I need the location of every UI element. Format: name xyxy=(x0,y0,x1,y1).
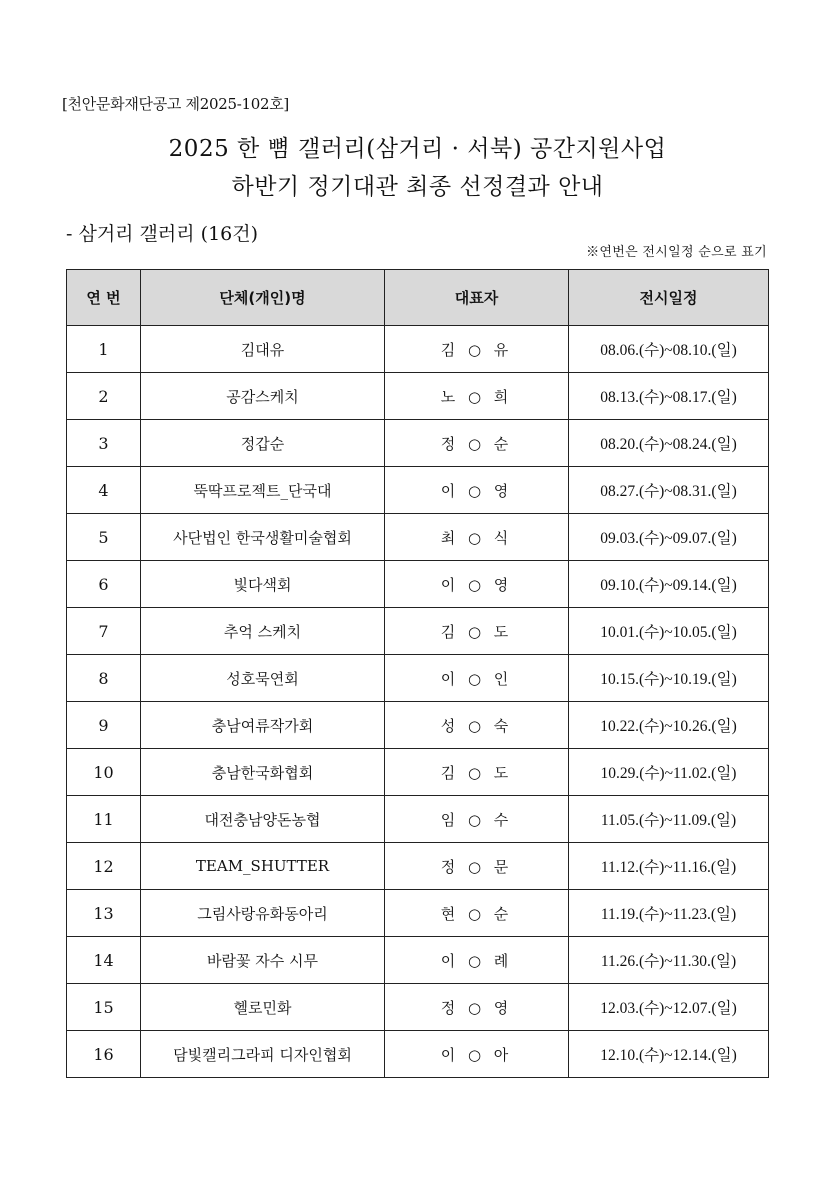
exhibition-schedule-cell: 10.29.(수)~11.02.(일) xyxy=(569,749,769,796)
group-name-cell: 그림사랑유화동아리 xyxy=(141,890,385,937)
group-name-cell: 충남한국화협회 xyxy=(141,749,385,796)
selection-results-table xyxy=(66,269,769,1078)
row-number-cell: 6 xyxy=(67,561,141,608)
representative-cell: 현 ○ 순 xyxy=(385,890,569,937)
table-header-row xyxy=(67,270,769,326)
table-body xyxy=(67,326,769,1078)
group-name-cell: 대전충남양돈농협 xyxy=(141,796,385,843)
row-number-cell: 1 xyxy=(67,326,141,373)
table-row xyxy=(67,514,769,561)
representative-cell: 최 ○ 식 xyxy=(385,514,569,561)
row-number-cell: 16 xyxy=(67,1031,141,1078)
row-number-cell: 10 xyxy=(67,749,141,796)
row-number-cell: 4 xyxy=(67,467,141,514)
notice-number: [천안문화재단공고 제2025-102호] xyxy=(62,95,289,113)
exhibition-schedule-cell: 08.06.(수)~08.10.(일) xyxy=(569,326,769,373)
representative-cell: 정 ○ 순 xyxy=(385,420,569,467)
document-title-line1: 2025 한 뼘 갤러리(삼거리 · 서북) 공간지원사업 xyxy=(168,136,667,162)
exhibition-schedule-cell: 08.20.(수)~08.24.(일) xyxy=(569,420,769,467)
exhibition-schedule-cell: 08.13.(수)~08.17.(일) xyxy=(569,373,769,420)
row-number-cell: 8 xyxy=(67,655,141,702)
table-row xyxy=(67,655,769,702)
header-number: 연 번 xyxy=(67,270,141,326)
group-name-cell: 김대유 xyxy=(141,326,385,373)
table-row xyxy=(67,420,769,467)
row-number-cell: 3 xyxy=(67,420,141,467)
group-name-cell: 공감스케치 xyxy=(141,373,385,420)
table-row xyxy=(67,326,769,373)
exhibition-schedule-cell: 12.03.(수)~12.07.(일) xyxy=(569,984,769,1031)
table-row xyxy=(67,702,769,749)
representative-cell: 이 ○ 영 xyxy=(385,467,569,514)
row-number-cell: 7 xyxy=(67,608,141,655)
group-name-cell: 정갑순 xyxy=(141,420,385,467)
exhibition-schedule-cell: 10.22.(수)~10.26.(일) xyxy=(569,702,769,749)
exhibition-schedule-cell: 11.26.(수)~11.30.(일) xyxy=(569,937,769,984)
representative-cell: 이 ○ 인 xyxy=(385,655,569,702)
ordering-note: ※연번은 전시일정 순으로 표기 xyxy=(586,245,767,260)
group-name-cell: 담빛캘리그라피 디자인협회 xyxy=(141,1031,385,1078)
row-number-cell: 2 xyxy=(67,373,141,420)
representative-cell: 이 ○ 아 xyxy=(385,1031,569,1078)
group-name-cell: TEAM_SHUTTER xyxy=(141,843,385,890)
row-number-cell: 11 xyxy=(67,796,141,843)
representative-cell: 이 ○ 영 xyxy=(385,561,569,608)
representative-cell: 정 ○ 영 xyxy=(385,984,569,1031)
exhibition-schedule-cell: 09.10.(수)~09.14.(일) xyxy=(569,561,769,608)
representative-cell: 정 ○ 문 xyxy=(385,843,569,890)
table-row xyxy=(67,608,769,655)
group-name-cell: 빛다색회 xyxy=(141,561,385,608)
exhibition-schedule-cell: 11.12.(수)~11.16.(일) xyxy=(569,843,769,890)
document-title-line2: 하반기 정기대관 최종 선정결과 안내 xyxy=(231,174,604,200)
header-representative: 대표자 xyxy=(385,270,569,326)
table-row xyxy=(67,890,769,937)
table-row xyxy=(67,373,769,420)
table-row xyxy=(67,984,769,1031)
table-row xyxy=(67,561,769,608)
section-heading: - 삼거리 갤러리 (16건) xyxy=(66,223,259,245)
group-name-cell: 성호묵연회 xyxy=(141,655,385,702)
representative-cell: 이 ○ 례 xyxy=(385,937,569,984)
exhibition-schedule-cell: 11.19.(수)~11.23.(일) xyxy=(569,890,769,937)
exhibition-schedule-cell: 10.01.(수)~10.05.(일) xyxy=(569,608,769,655)
representative-cell: 김 ○ 도 xyxy=(385,749,569,796)
table-row xyxy=(67,796,769,843)
group-name-cell: 추억 스케치 xyxy=(141,608,385,655)
row-number-cell: 14 xyxy=(67,937,141,984)
exhibition-schedule-cell: 12.10.(수)~12.14.(일) xyxy=(569,1031,769,1078)
row-number-cell: 13 xyxy=(67,890,141,937)
representative-cell: 김 ○ 도 xyxy=(385,608,569,655)
table-row xyxy=(67,467,769,514)
representative-cell: 노 ○ 희 xyxy=(385,373,569,420)
exhibition-schedule-cell: 08.27.(수)~08.31.(일) xyxy=(569,467,769,514)
exhibition-schedule-cell: 11.05.(수)~11.09.(일) xyxy=(569,796,769,843)
group-name-cell: 헬로민화 xyxy=(141,984,385,1031)
table-row xyxy=(67,749,769,796)
group-name-cell: 뚝딱프로젝트_단국대 xyxy=(141,467,385,514)
group-name-cell: 사단법인 한국생활미술협회 xyxy=(141,514,385,561)
representative-cell: 성 ○ 숙 xyxy=(385,702,569,749)
table-row xyxy=(67,937,769,984)
group-name-cell: 바람꽃 자수 시무 xyxy=(141,937,385,984)
exhibition-schedule-cell: 10.15.(수)~10.19.(일) xyxy=(569,655,769,702)
header-exhibition-schedule: 전시일정 xyxy=(569,270,769,326)
header-group-name: 단체(개인)명 xyxy=(141,270,385,326)
row-number-cell: 15 xyxy=(67,984,141,1031)
representative-cell: 김 ○ 유 xyxy=(385,326,569,373)
row-number-cell: 12 xyxy=(67,843,141,890)
row-number-cell: 5 xyxy=(67,514,141,561)
group-name-cell: 충남여류작가회 xyxy=(141,702,385,749)
representative-cell: 임 ○ 수 xyxy=(385,796,569,843)
row-number-cell: 9 xyxy=(67,702,141,749)
exhibition-schedule-cell: 09.03.(수)~09.07.(일) xyxy=(569,514,769,561)
table-row xyxy=(67,843,769,890)
table-row xyxy=(67,1031,769,1078)
